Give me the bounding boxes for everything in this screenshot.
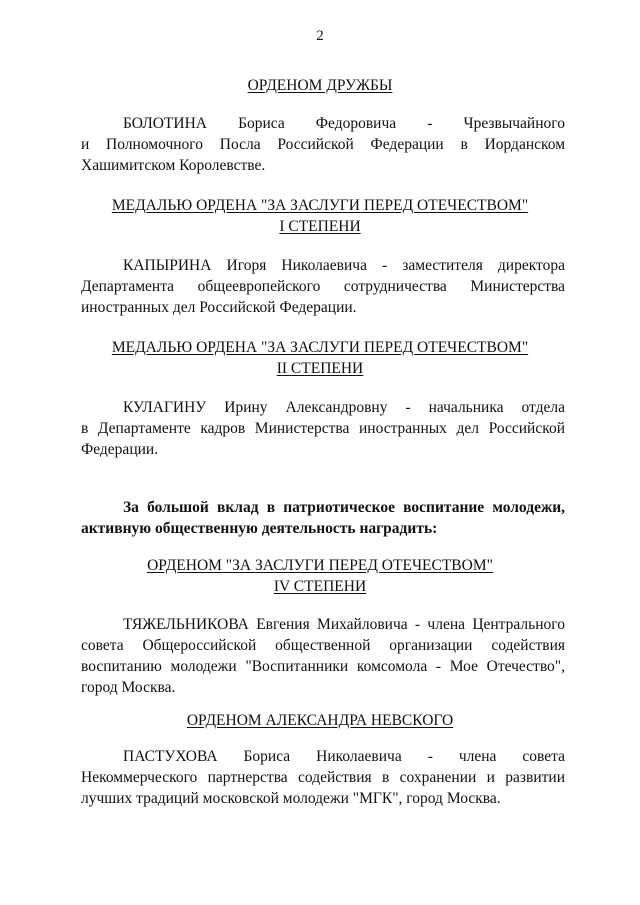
award-paragraph-kapyrin	[81, 255, 565, 318]
paragraph-line: город Москва.	[81, 679, 176, 696]
paragraph-line: Хашимитском Королевстве.	[81, 157, 266, 174]
award-paragraph-tyazhelnikov	[81, 614, 565, 698]
paragraph-line: КУЛАГИНУ Ирину Александровну - начальника отдела	[123, 399, 565, 416]
paragraph-line: лучших традиций московской молодежи "МГК", город Москва.	[81, 790, 501, 807]
heading-line: I СТЕПЕНИ	[279, 218, 361, 235]
paragraph-line: Федерации.	[81, 441, 159, 458]
paragraph-line: иностранных дел Российской Федерации.	[81, 299, 357, 316]
intro-line: активную общественную деятельность наградить:	[81, 520, 438, 537]
heading-line: МЕДАЛЬЮ ОРДЕНА "ЗА ЗАСЛУГИ ПЕРЕД ОТЕЧЕСТВОМ"	[111, 197, 529, 214]
intro-line: За большой вклад в патриотическое воспитание молодежи,	[123, 499, 565, 516]
award-heading-order-alexander-nevsky	[60, 710, 580, 731]
paragraph-line: в Департаменте кадров Министерства иностранных дел Российской	[81, 420, 565, 437]
heading-line: ОРДЕНОМ АЛЕКСАНДРА НЕВСКОГО	[186, 712, 454, 729]
heading-line: МЕДАЛЬЮ ОРДЕНА "ЗА ЗАСЛУГИ ПЕРЕД ОТЕЧЕСТВОМ"	[111, 339, 529, 356]
heading-line: ОРДЕНОМ ДРУЖБЫ	[247, 77, 393, 94]
award-paragraph-kulagina	[81, 397, 565, 460]
paragraph-line: ТЯЖЕЛЬНИКОВА Евгения Михайловича - члена Центрального	[123, 616, 565, 633]
heading-line: II СТЕПЕНИ	[276, 360, 364, 377]
paragraph-line: и Полномочного Посла Российской Федерации в Иорданском	[81, 136, 565, 153]
paragraph-line: воспитанию молодежи "Воспитанники комсомола - Мое Отечество",	[81, 658, 565, 675]
award-heading-medal-1st-degree	[60, 195, 580, 237]
paragraph-line: ПАСТУХОВА Бориса Николаевича - члена совета	[123, 748, 565, 765]
paragraph-line: КАПЫРИНА Игоря Николаевича - заместителя директора	[123, 257, 565, 274]
paragraph-line: Департамента общеевропейского сотрудничества Министерства	[81, 278, 565, 295]
heading-line: ОРДЕНОМ "ЗА ЗАСЛУГИ ПЕРЕД ОТЕЧЕСТВОМ"	[147, 557, 493, 574]
award-intro-statement	[81, 497, 565, 539]
award-heading-order-merit-4th-degree	[60, 555, 580, 597]
award-paragraph-pastukhov	[81, 746, 565, 809]
paragraph-line: БОЛОТИНА Бориса Федоровича - Чрезвычайного	[123, 115, 565, 132]
award-heading-medal-2nd-degree	[60, 337, 580, 379]
award-heading-order-of-friendship	[60, 75, 580, 96]
award-paragraph-bolotin	[81, 113, 565, 176]
page-number: 2	[316, 28, 324, 44]
paragraph-line: Некоммерческого партнерства содействия в сохранении и развитии	[81, 769, 565, 786]
paragraph-line: совета Общероссийской общественной организации содействия	[81, 637, 565, 654]
heading-line: IV СТЕПЕНИ	[273, 578, 367, 595]
